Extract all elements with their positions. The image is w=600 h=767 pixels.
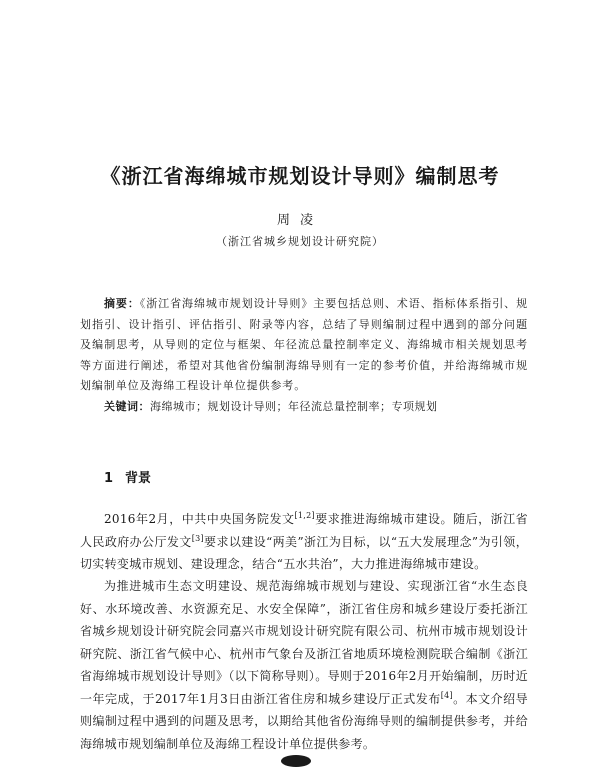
keywords-text: 海绵城市；规划设计导则；年径流总量控制率；专项规划 (150, 400, 438, 413)
author-affiliation: （浙江省城乡规划设计研究院） (216, 235, 384, 248)
paper-title: 《浙江省海绵城市规划设计导则》编制思考 (100, 164, 500, 188)
abstract (80, 294, 528, 397)
citation-ref: [3] (191, 533, 204, 543)
section-heading (104, 467, 151, 486)
keywords (104, 398, 534, 414)
p2-text-b: 。本文介绍导则编制过程中遇到的问题及思考，以期给其他省份海绵导则的编制提供参考，并给海绵城市规划编制单位及海绵工程设计单位提供参考。 (80, 691, 528, 751)
abstract-label: 摘要： (104, 297, 140, 310)
p1-text-c: 要求以建设“两美”浙江为目标，以“五大发展理念”为引领，切实转变城市规划、建设理念，结合“五水共治”，大力推进海绵城市建设。 (80, 534, 528, 571)
keywords-label: 关键词： (104, 400, 150, 413)
p1-text-a: 2016年2月，中共中央国务院发文 (104, 512, 295, 526)
p2-text-a: 为推进城市生态文明建设、规范海绵城市规划与建设、实现浙江省“水生态良好、水环境改善、水资源充足、水安全保障”，浙江省住房和城乡建设厅委托浙江省城乡规划设计研究院会同嘉兴市规划设计研究院有限公司、杭州市城市规划设计研究院、浙江省气候中心、杭州市气象台及浙江省地质环境检测院联合编制《浙江省海绵城市规划设计导则》（以下简称导则）。导则于2016年2月开始编制，历时近一年完成，于2017年1月3日由浙江省住房和城乡建设厅正式发布 (80, 579, 528, 706)
scan-ink-spot (281, 755, 311, 767)
p1-text-b: 要求推进海绵城市建设。随后，浙江省人民政府办公厅发文 (80, 512, 528, 549)
section-title: 背景 (125, 471, 152, 486)
citation-ref: [4] (440, 690, 453, 700)
abstract-text: 《浙江省海绵城市规划设计导则》主要包括总则、术语、指标体系指引、规划指引、设计指引、评估指引、附录等内容，总结了导则编制过程中遇到的部分问题及编制思考，从导则的定位与框架、年径流总量控制率定义、海绵城市相关规划思考等方面进行阐述，希望对其他省份编制海绵导则有一定的参考价值，并给海绵城市规划编制单位及海绵工程设计单位提供参考。 (80, 297, 528, 392)
author-name: 周凌 (276, 213, 323, 228)
citation-ref: [1,2] (294, 511, 315, 520)
body-paragraph-2 (80, 575, 528, 755)
body-paragraph-1 (80, 508, 528, 576)
section-number: 1 (104, 471, 114, 486)
